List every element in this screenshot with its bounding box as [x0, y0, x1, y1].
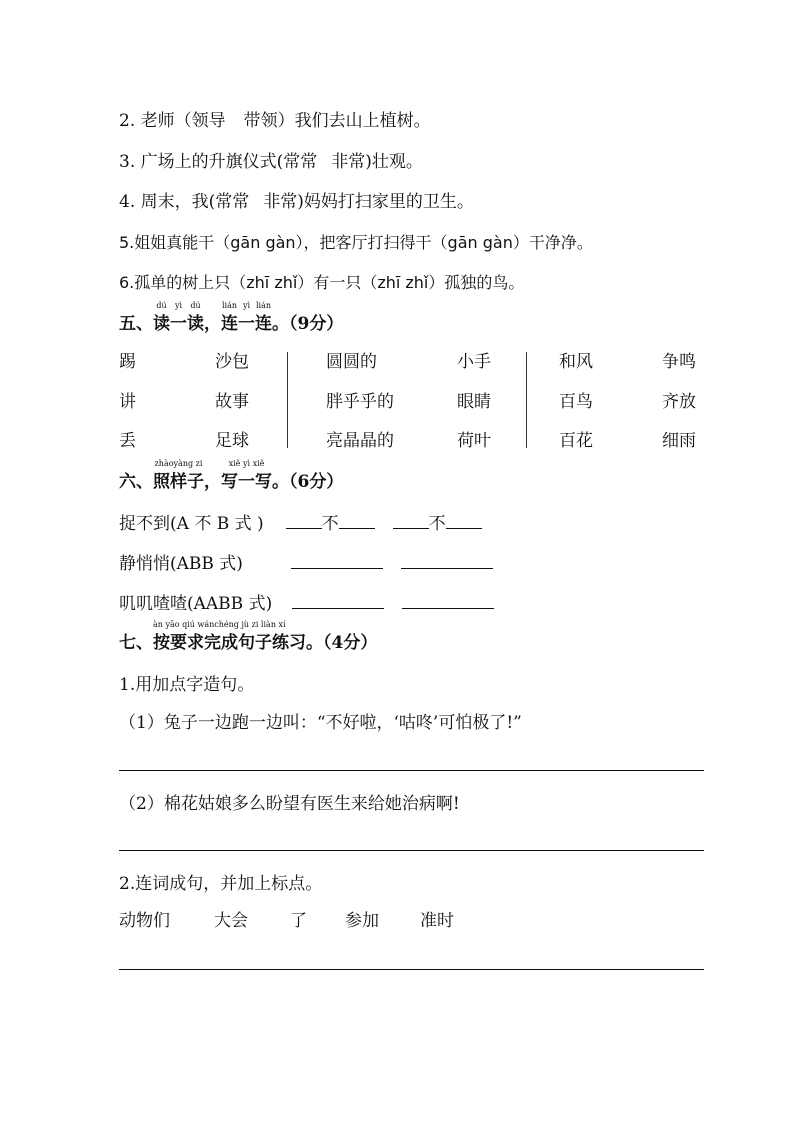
question-number: 3. — [119, 152, 136, 172]
section-score: 。（9分） — [272, 314, 344, 334]
pattern-label: 静悄悄(ABB 式) — [119, 554, 243, 574]
question-line-5: 5.姐姐真能干（gān gàn），把客厅打扫得干（gān gàn）干净净。 — [119, 233, 593, 252]
answer-line[interactable] — [119, 770, 704, 771]
question-line-3 — [119, 151, 423, 173]
match-word: 齐放 — [662, 392, 696, 412]
question-text-rest: 非常)妈妈打扫家里的卫生。 — [263, 192, 474, 212]
pattern-row-2 — [119, 552, 493, 575]
question-text: 广场上的升旗仪式(常常 — [140, 152, 318, 172]
question-text: 老师（领导 — [140, 111, 226, 131]
question-text-rest: 带领）我们去山上植树。 — [243, 111, 431, 131]
question-line-6: 6.孤单的树上只（zhī zhǐ）有一只（zhī zhǐ）孤独的鸟。 — [119, 273, 525, 292]
column-divider — [287, 352, 288, 448]
subquestion-2: 2.连词成句，并加上标点。 — [119, 874, 323, 894]
pattern-label: 捉不到(A 不 B 式 ) — [119, 514, 264, 534]
match-word: 讲 — [119, 392, 136, 412]
section-score: 。（6分） — [272, 472, 344, 492]
match-word: 百花 — [559, 431, 593, 451]
question-line-2 — [119, 110, 431, 132]
answer-blank[interactable] — [286, 512, 322, 529]
match-word: 和风 — [559, 352, 593, 372]
section-6-heading: 六、 zhàoyàng zi 照样子， xiě yì xiě 写一写。（6分） — [119, 459, 344, 492]
pattern-row-3 — [119, 592, 494, 615]
match-word: 踢 — [119, 352, 136, 372]
answer-blank[interactable] — [292, 592, 384, 609]
answer-line[interactable] — [119, 969, 704, 970]
match-word: 小手 — [457, 352, 491, 372]
match-word: 细雨 — [662, 431, 696, 451]
sentence-1: （1）兔子一边跑一边叫：“不好啦，‘咕咚’可怕极了!” — [119, 713, 522, 733]
section-number: 五、 — [119, 314, 153, 334]
pattern-row-1: 捉不到(A 不 B 式 ) 不 不 — [119, 512, 482, 535]
word-item: 动物们 — [119, 911, 170, 931]
answer-blank[interactable] — [339, 512, 375, 529]
match-word: 丢 — [119, 431, 136, 451]
word-item: 准时 — [420, 911, 454, 931]
section-number: 七、 — [119, 633, 153, 653]
match-word: 争鸣 — [662, 352, 696, 372]
match-word: 足球 — [215, 431, 249, 451]
answer-line[interactable] — [119, 850, 704, 851]
match-word: 圆圆的 — [326, 352, 377, 372]
sentence-2: （2）棉花姑娘多么盼望有医生来给她治病啊! — [119, 794, 460, 814]
answer-blank[interactable] — [446, 512, 482, 529]
subquestion-1: 1.用加点字造句。 — [119, 675, 255, 695]
question-number: 2. — [119, 111, 136, 131]
answer-blank[interactable] — [401, 552, 493, 569]
answer-blank[interactable] — [402, 592, 494, 609]
section-score: 。（4分） — [306, 633, 378, 653]
word-item: 了 — [290, 911, 307, 931]
match-word: 胖乎乎的 — [326, 392, 394, 412]
pattern-label: 叽叽喳喳(AABB 式) — [119, 594, 273, 614]
question-line-4 — [119, 191, 474, 213]
question-number: 4. — [119, 192, 136, 212]
column-divider — [526, 352, 527, 448]
word-item: 大会 — [214, 911, 248, 931]
question-text: 周末，我(常常 — [140, 192, 250, 212]
answer-blank[interactable] — [291, 552, 383, 569]
section-number: 六、 — [119, 472, 153, 492]
match-word: 亮晶晶的 — [326, 431, 394, 451]
section-5-heading: 五、 dú 读 yì 一 dú 读， lián 连 yì 一 lián 连。（9分） — [119, 301, 344, 334]
word-item: 参加 — [345, 911, 379, 931]
section-7-heading: 七、 àn yāo qiú wánchéng jù zi liàn xí 按要求完成句子练习。（4分） — [119, 620, 378, 653]
answer-blank[interactable] — [393, 512, 429, 529]
match-word: 眼睛 — [457, 392, 491, 412]
match-word: 故事 — [215, 392, 249, 412]
question-text-rest: 非常)壮观。 — [331, 152, 423, 172]
match-word: 百鸟 — [559, 392, 593, 412]
match-word: 荷叶 — [457, 431, 491, 451]
match-word: 沙包 — [215, 352, 249, 372]
